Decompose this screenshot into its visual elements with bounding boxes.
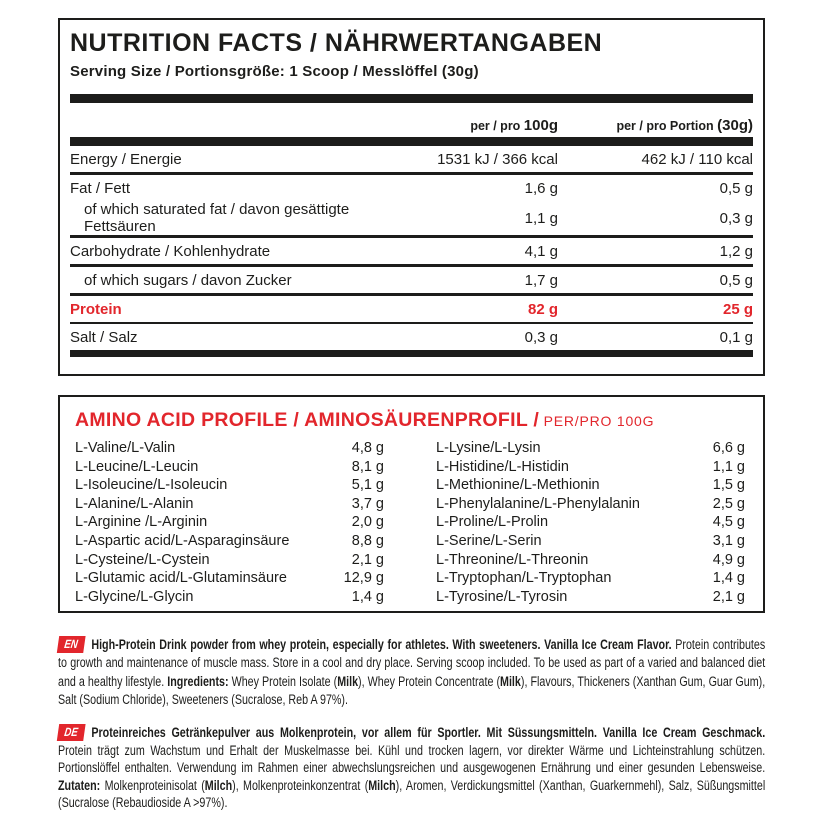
amino-value: 8,1 g — [351, 458, 384, 475]
row-label: Fat / Fett — [70, 179, 131, 197]
language-badge-en: EN — [57, 636, 86, 653]
amino-acid-panel — [58, 395, 765, 613]
language-badge-de: DE — [57, 724, 86, 741]
amino-value: 1,4 g — [351, 588, 384, 605]
amino-row — [75, 569, 384, 588]
amino-label: L-Leucine/L-Leucin — [75, 458, 199, 475]
amino-value: 1,4 g — [712, 570, 745, 587]
row-value-per100: 1,6 g — [524, 179, 558, 197]
amino-row — [436, 439, 745, 458]
amino-row — [436, 476, 745, 495]
description-de-text: Proteinreiches Getränkepulver aus Molkenprotein, vor allem für Sportler. Mit Süssungsmitteln. Vanilla Ice Cream Geschmack. Protein trägt zum Wachstum und Erhalt der Muskelmasse bei. Kühl und trocken lagern, vor direkter Wärme und Lichteinstrahlung schützen. Portionslöffel enthalten. Verwendung im Rahmen einer abwechslungsreichen und ausgewogenen Ernährung und einer gesunden Lebensweise. Zutaten: Molkenproteinisolat (Milch), Molkenproteinkonzentrat (Milch), Aromen, Verdickungsmittel (Xanthan, Guarkernmehl), Salz, Süßungsmittel (Sucralose (Rebaudioside A >97%). — [58, 725, 766, 811]
amino-row — [75, 476, 384, 495]
amino-row — [436, 551, 745, 570]
row-value-per100: 0,3 g — [524, 328, 558, 346]
row-value-portion: 1,2 g — [719, 242, 753, 260]
column-header-per-portion: per / pro Portion (30g) — [616, 117, 753, 134]
amino-label: L-Tyrosine/L-Tyrosin — [436, 588, 568, 605]
row-value-per100: 1,7 g — [524, 271, 558, 289]
amino-label: L-Cysteine/L-Cystein — [75, 551, 210, 568]
amino-row — [436, 569, 745, 588]
amino-value: 5,1 g — [351, 477, 384, 494]
amino-label: L-Isoleucine/L-Isoleucin — [75, 477, 228, 494]
amino-row — [75, 588, 384, 607]
nutrition-facts-title: NUTRITION FACTS / NÄHRWERTANGABEN — [70, 29, 603, 57]
table-row-fat — [70, 175, 753, 201]
amino-row — [436, 513, 745, 532]
divider-bar-bottom — [70, 350, 753, 357]
amino-value: 2,0 g — [351, 514, 384, 531]
amino-acid-columns — [75, 439, 745, 606]
description-de — [58, 724, 765, 812]
amino-acid-title — [75, 409, 745, 433]
amino-label: L-Aspartic acid/L-Asparaginsäure — [75, 532, 290, 549]
amino-label: L-Valine/L-Valin — [75, 440, 176, 456]
amino-value: 4,8 g — [351, 440, 384, 456]
row-label: of which sugars / davon Zucker — [84, 271, 292, 289]
column-header-per-100g: per / pro 100g — [470, 117, 558, 134]
amino-row — [75, 458, 384, 477]
amino-label: L-Histidine/L-Histidin — [436, 458, 569, 475]
row-value-portion: 462 kJ / 110 kcal — [641, 150, 753, 168]
amino-label: L-Threonine/L-Threonin — [436, 551, 589, 568]
amino-label: L-Tryptophan/L-Tryptophan — [436, 570, 612, 587]
amino-value: 1,5 g — [712, 477, 745, 494]
amino-label: L-Proline/L-Prolin — [436, 514, 549, 531]
description-en — [58, 636, 765, 710]
amino-label: L-Alanine/L-Alanin — [75, 495, 194, 512]
amino-column-left — [75, 439, 384, 606]
divider-bar-top — [70, 94, 753, 103]
table-row-saturated-fat — [70, 201, 753, 235]
row-label: Energy / Energie — [70, 150, 182, 168]
table-row-carbohydrate — [70, 238, 753, 264]
amino-value: 3,7 g — [351, 495, 384, 512]
amino-label: L-Methionine/L-Methionin — [436, 477, 600, 494]
table-row-salt — [70, 324, 753, 350]
amino-value: 3,1 g — [712, 532, 745, 549]
amino-label: L-Phenylalanine/L-Phenylalanin — [436, 495, 640, 512]
row-value-portion: 0,5 g — [719, 271, 753, 289]
row-value-per100: 1531 kJ / 366 kcal — [437, 150, 558, 168]
amino-value: 8,8 g — [351, 532, 384, 549]
amino-value: 6,6 g — [712, 440, 745, 456]
amino-row — [75, 551, 384, 570]
row-value-portion: 0,5 g — [719, 179, 753, 197]
amino-label: L-Glycine/L-Glycin — [75, 588, 194, 605]
nutrition-facts-panel — [58, 18, 765, 376]
divider-bar-mid — [70, 137, 753, 146]
amino-value: 2,5 g — [712, 495, 745, 512]
amino-value: 2,1 g — [351, 551, 384, 568]
amino-title-main: AMINO ACID PROFILE / AMINOSÄURENPROFIL / — [75, 409, 540, 431]
amino-row — [75, 513, 384, 532]
amino-value: 2,1 g — [712, 588, 745, 605]
amino-row — [436, 495, 745, 514]
table-row-energy — [70, 146, 753, 172]
row-value-per100: 82 g — [527, 300, 558, 318]
amino-value: 4,5 g — [712, 514, 745, 531]
description-en-text: High-Protein Drink powder from whey protein, especially for athletes. With sweeteners. Vanilla Ice Cream Flavor. Protein contributes to growth and maintenance of muscle mass. Store in a cool and dry place. Serving scoop included. To be used as part of a varied and balanced diet and a healthy lifestyle. Ingredients: Whey Protein Isolate (Milk), Whey Protein Concentrate (Milk), Flavours, Thickeners (Xanthan Gum, Guar Gum), Salt (Sodium Chloride), Sweeteners (Sucralose, Reb A 97%). — [58, 637, 766, 708]
amino-value: 4,9 g — [712, 551, 745, 568]
amino-row — [75, 532, 384, 551]
table-row-protein — [70, 296, 753, 322]
amino-value: 1,1 g — [712, 458, 745, 475]
row-label: Carbohydrate / Kohlenhydrate — [70, 242, 271, 260]
amino-row — [436, 458, 745, 477]
row-value-per100: 1,1 g — [524, 209, 558, 227]
amino-row — [436, 532, 745, 551]
row-label: Protein — [70, 300, 122, 318]
amino-label: L-Glutamic acid/L-Glutaminsäure — [75, 570, 287, 587]
table-row-sugars — [70, 267, 753, 293]
amino-label: L-Arginine /L-Arginin — [75, 514, 208, 531]
amino-row — [436, 588, 745, 607]
nutrition-column-headers — [70, 116, 753, 134]
row-value-portion: 0,3 g — [719, 209, 753, 227]
amino-row — [75, 495, 384, 514]
amino-label: L-Lysine/L-Lysin — [436, 440, 541, 456]
row-label: of which saturated fat / davon gesättigte Fettsäuren — [84, 201, 350, 235]
row-value-portion: 25 g — [722, 300, 753, 318]
amino-title-unit: PER/PRO 100G — [543, 413, 655, 429]
amino-label: L-Serine/L-Serin — [436, 532, 542, 549]
amino-value: 12,9 g — [343, 570, 384, 587]
amino-row — [75, 439, 384, 458]
serving-size-line: Serving Size / Portionsgröße: 1 Scoop / Messlöffel (30g) — [70, 63, 479, 80]
row-value-per100: 4,1 g — [524, 242, 558, 260]
row-label: Salt / Salz — [70, 328, 138, 346]
amino-column-right — [436, 439, 745, 606]
row-value-portion: 0,1 g — [719, 328, 753, 346]
